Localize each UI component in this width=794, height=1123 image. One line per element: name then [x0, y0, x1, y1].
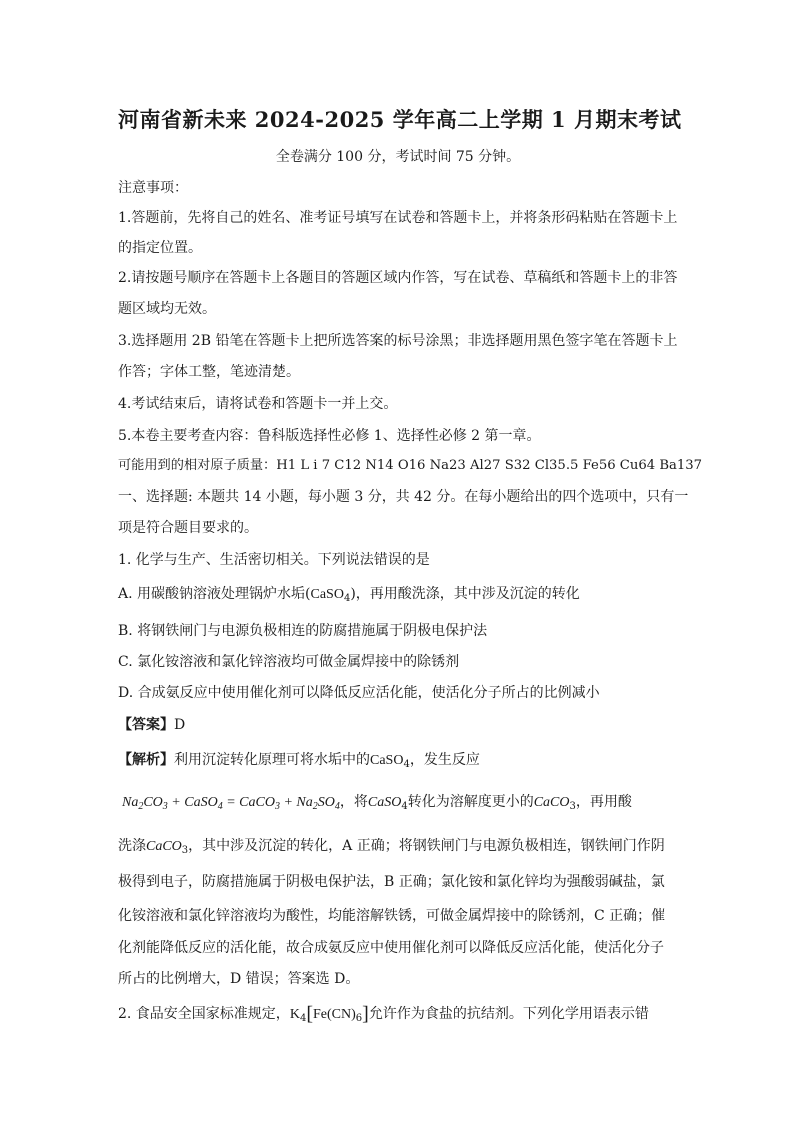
notice-line: 的指定位置。 [118, 240, 202, 256]
question-2-stem: 2. 食品安全国家标准规定，$K_4[Fe(CN)_6]$允许作为食盐的抗结剂。下列化学用语表示错 [118, 1003, 649, 1025]
question-1-answer: 【答案】D [118, 717, 186, 733]
section-heading: 一、选择题: 本题共 14 小题，每小题 3 分，共 42 分。在每小题给出的四个选项中，只有一 [118, 489, 689, 505]
section-heading: 项是符合题目要求的。 [118, 520, 258, 536]
notice-line: 3.选择题用 2B 铅笔在答题卡上把所选答案的标号涂黑；非选择题用黑色签字笔在答题卡上 [118, 333, 678, 349]
analysis-line: 化铵溶液和氯化锌溶液均为酸性，均能溶解铁锈，可做金属焊接中的除锈剂，C 正确；催 [118, 908, 666, 924]
notice-line: 2.请按题号顺序在答题卡上各题目的答题区域内作答，写在试卷、草稿纸和答题卡上的非答 [118, 270, 678, 286]
exam-info: 全卷满分 100 分，考试时间 75 分钟。 [275, 149, 521, 165]
question-1-option-c: C. 氯化铵溶液和氯化锌溶液均可做金属焊接中的除锈剂 [118, 654, 460, 670]
notice-heading: 注意事项： [118, 180, 188, 196]
notice-line: 5.本卷主要考查内容：鲁科版选择性必修 1、选择性必修 2 第一章。 [118, 428, 541, 444]
question-1-option-a: A. 用碳酸钠溶液处理锅炉水垢(CaSO$_4$)，再用酸洗涤，其中涉及沉淀的转化 [118, 586, 580, 604]
question-1-analysis: 【解析】利用沉淀转化原理可将水垢中的CaSO$_4$，发生反应 [118, 752, 480, 770]
notice-line: 作答；字体工整，笔迹清楚。 [118, 364, 300, 380]
analysis-line: 极得到电子，防腐措施属于阴极电保护法，B 正确；氯化铵和氯化锌均为强酸弱碱盐，氯 [118, 874, 665, 890]
reaction-equation: $Na_2CO_3$ + CaSO$_4$ = CaCO$_3$ + $Na_2SO_4$ [122, 795, 340, 812]
question-1-stem: 1. 化学与生产、生活密切相关。下列说法错误的是 [118, 552, 430, 568]
question-1-option-d: D. 合成氨反应中使用催化剂可以降低反应活化能，使活化分子所占的比例减小 [118, 685, 600, 701]
atomic-masses: 可能用到的相对原子质量：H1 L i 7 C12 N14 O16 Na23 Al27 S32 Cl35.5 Fe56 Cu64 Ba137 [118, 458, 703, 473]
reaction-equation-line: $Na_2CO_3$ + CaSO$_4$ = CaCO$_3$ + $Na_2SO_4$，将CaSO$_4$转化为溶解度更小的CaCO$_3$，再用酸 [122, 794, 632, 812]
analysis-line: 化剂能降低反应的活化能，故合成氨反应中使用催化剂可以降低反应活化能，使活化分子 [118, 940, 664, 956]
notice-line: 题区域均无效。 [118, 301, 216, 317]
page-title: 河南省新未来 2024-2025 学年高二上学期 1 月期末考试 [118, 107, 682, 132]
notice-line: 1.答题前，先将自己的姓名、准考证号填写在试卷和答题卡上，并将条形码粘贴在答题卡上 [118, 210, 678, 226]
analysis-line: 洗涤CaCO$_3$，其中涉及沉淀的转化，A 正确；将钢铁闸门与电源负极相连，钢铁闸门作阴 [118, 838, 665, 856]
notice-line: 4.考试结束后，请将试卷和答题卡一并上交。 [118, 396, 398, 412]
question-1-option-b: B. 将钢铁闸门与电源负极相连的防腐措施属于阴极电保护法 [118, 623, 488, 639]
analysis-line: 所占的比例增大，D 错误；答案选 D。 [118, 971, 360, 987]
